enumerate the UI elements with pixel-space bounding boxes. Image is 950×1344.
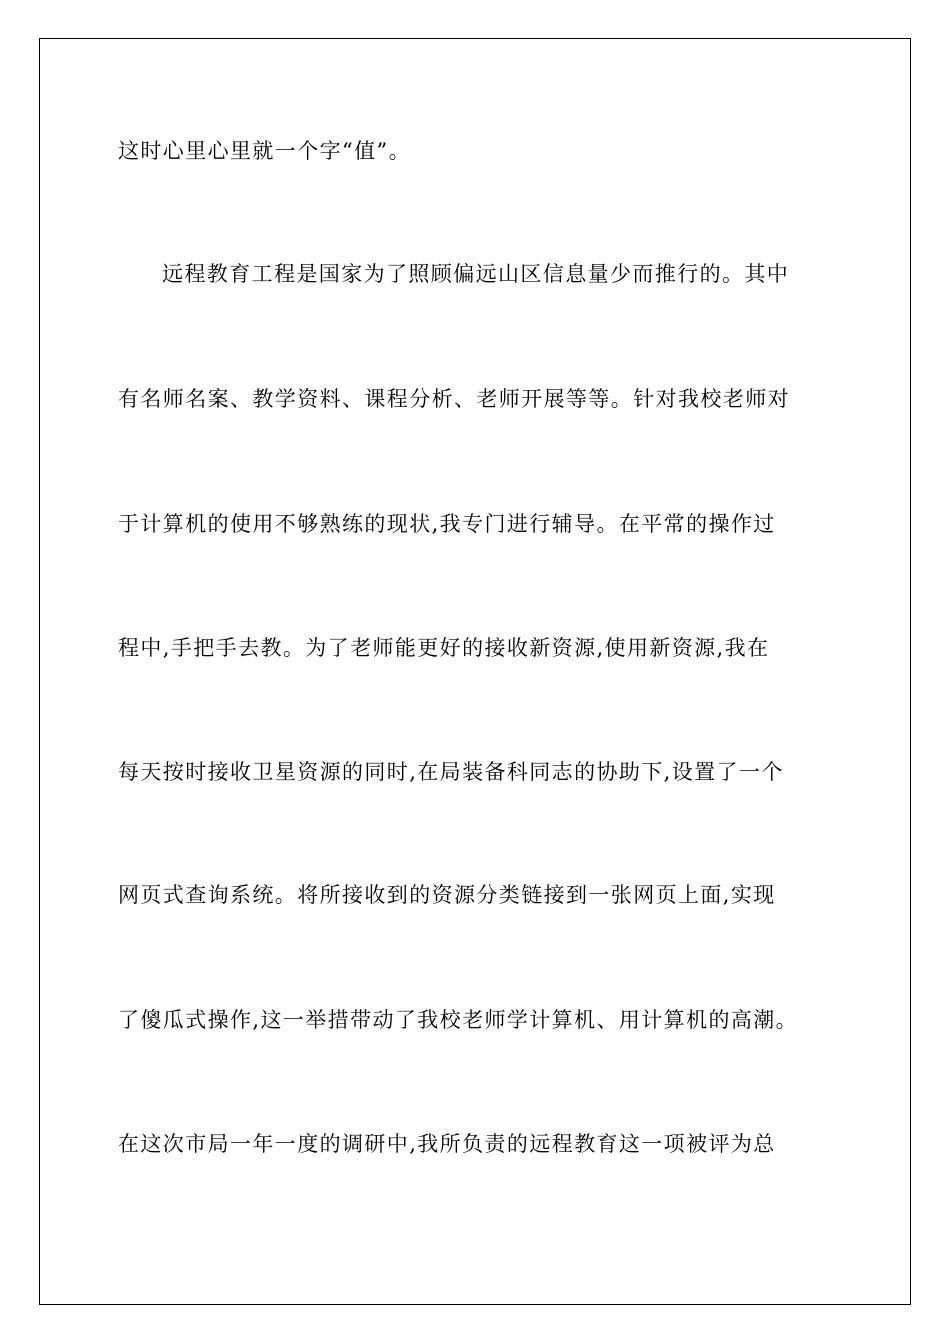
text-line: 程中,手把手去教。为了老师能更好的接收新资源,使用新资源,我在 (118, 636, 770, 660)
text-line: 网页式查询系统。将所接收到的资源分类链接到一张网页上面,实现 (118, 883, 776, 907)
text-line: 在这次市局一年一度的调研中,我所负责的远程教育这一项被评为总 (118, 1132, 776, 1156)
page-border (39, 38, 911, 1305)
text-line: 每天按时接收卫星资源的同时,在局装备科同志的协助下,设置了一个 (118, 760, 784, 784)
text-line: 于计算机的使用不够熟练的现状,我专门进行辅导。在平常的操作过 (118, 512, 776, 536)
text-line: 有名师名案、教学资料、课程分析、老师开展等等。针对我校老师对 (118, 387, 790, 411)
paragraph-start-line: 远程教育工程是国家为了照顾偏远山区信息量少而推行的。其中 (162, 262, 790, 286)
text-line: 了傻瓜式操作,这一举措带动了我校老师学计算机、用计算机的高潮。 (118, 1008, 799, 1032)
text-line: 这时心里心里就一个字“值”。 (118, 139, 412, 163)
